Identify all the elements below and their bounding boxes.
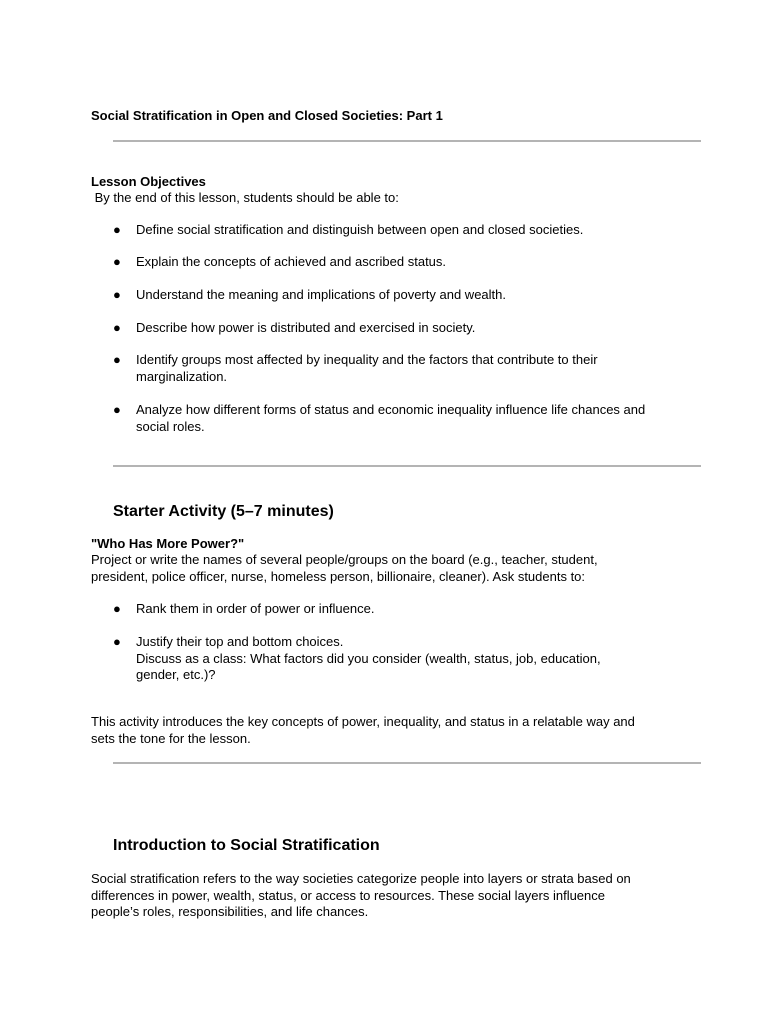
- bullet-icon: ●: [113, 287, 121, 302]
- bullet-icon: ●: [113, 222, 121, 237]
- introduction-body: Social stratification refers to the way societies categorize people into layers or strata based on differences in power, wealth, status, or access to resources. These social layers influence people’s roles, responsibilities, and life chances.: [91, 871, 631, 919]
- objectives-intro: By the end of this lesson, students should be able to:: [91, 190, 399, 205]
- objectives-heading: Lesson Objectives: [91, 174, 206, 189]
- activity-summary: This activity introduces the key concepts of power, inequality, and status in a relatable way and sets the tone for the lesson.: [91, 714, 635, 746]
- bullet-icon: ●: [113, 634, 121, 649]
- activity-name: "Who Has More Power?": [91, 536, 245, 551]
- list-item-text: Analyze how different forms of status and economic inequality influence life chances and social roles.: [136, 402, 646, 434]
- list-item-text: Define social stratification and distinguish between open and closed societies.: [136, 222, 584, 237]
- horizontal-rule: [113, 762, 701, 764]
- bullet-icon: ●: [113, 254, 121, 269]
- document-title: Social Stratification in Open and Closed Societies: Part 1: [91, 108, 443, 123]
- list-item-text: Identify groups most affected by inequality and the factors that contribute to their marginalization.: [136, 352, 598, 384]
- introduction-heading: Introduction to Social Stratification: [113, 837, 380, 854]
- list-item-text: Justify their top and bottom choices. Discuss as a class: What factors did you consider (wealth, status, job, education, gender, etc.)?: [136, 634, 601, 682]
- list-item-text: Understand the meaning and implications of poverty and wealth.: [136, 287, 506, 302]
- starter-activity-heading: Starter Activity (5–7 minutes): [113, 503, 334, 520]
- horizontal-rule: [113, 465, 701, 467]
- bullet-icon: ●: [113, 352, 121, 367]
- activity-instructions: Project or write the names of several people/groups on the board (e.g., teacher, student, president, police officer, nurse, homeless person, billionaire, cleaner). Ask students to:: [91, 552, 598, 584]
- list-item-text: Describe how power is distributed and exercised in society.: [136, 320, 476, 335]
- bullet-icon: ●: [113, 320, 121, 335]
- horizontal-rule: [113, 140, 701, 142]
- list-item-text: Rank them in order of power or influence.: [136, 601, 375, 616]
- bullet-icon: ●: [113, 402, 121, 417]
- bullet-icon: ●: [113, 601, 121, 616]
- list-item-text: Explain the concepts of achieved and ascribed status.: [136, 254, 447, 269]
